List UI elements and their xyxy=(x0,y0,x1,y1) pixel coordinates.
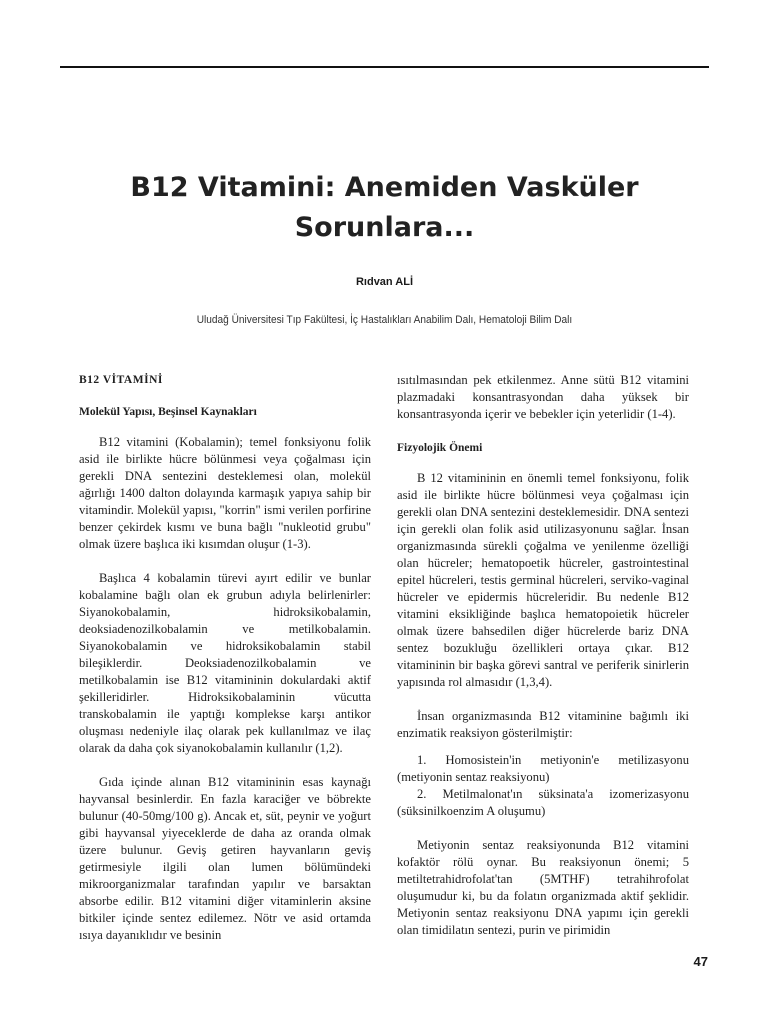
subsection-heading: Molekül Yapısı, Beşinsel Kaynakları xyxy=(79,406,257,418)
title-line-2: Sorunlara... xyxy=(294,212,475,243)
list-item: 2. Metilmalonat'ın süksinata'a izomerizasyonu (süksinilkoenzim A oluşumu) xyxy=(397,787,689,818)
top-rule xyxy=(60,66,709,68)
right-column xyxy=(397,372,689,939)
section-heading: B12 VİTAMİNİ xyxy=(79,374,163,386)
page-number: 47 xyxy=(693,954,708,969)
paragraph: B 12 vitamininin en önemli temel fonksiyonu, folik asid ile birlikte hücre bölünmesi veya çoğalması için gerekli olan DNA sentezini desteklemesidir. DNA sentezi için gerekli olan folik asid utilizasyonunu sağlar. İnsan organizmasında sürekli çoğalma ve yenilenme özelliği olan hücreler; hematopoetik hücreler, gastrointestinal epitel hücreleri, testis germinal hücreleri, serviko-vaginal hücreler ve epidermis hücreleridir. Bu nedenle B12 vitamini eksikliğinde başlıca hematopoietik hücreler olmak üzere bahsedilen diğer hücrelerde bariz DNA sentez bozukluğu özellikleri ortaya çıkar. B12 vitamininin bir başka görevi santral ve periferik sinirlerin yapısında rol almasıdır (1,3,4). xyxy=(397,471,689,689)
left-column xyxy=(79,372,371,944)
paragraph: ısıtılmasından pek etkilenmez. Anne sütü B12 vitamini plazmadaki konsantrasyondan daha yüksek bir konsantrasyonda içerir ve bebekler için yeterlidir (1-4). xyxy=(397,373,689,421)
article-title xyxy=(60,168,709,248)
author-name: Rıdvan ALİ xyxy=(355,276,414,288)
paragraph: B12 vitamini (Kobalamin); temel fonksiyonu folik asid ile birlikte hücre bölünmesi veya çoğalması için gerekli DNA sentezini desteklemesi olan, molekül ağırlığı 1400 dalton dolayında karmaşık yapıya sahip bir vitamindir. Molekül yapısı, "korrin" ismi verilen porfirine benzer çekirdek kısmı ve buna bağlı "nukleotid grubu" olmak üzere başlıca iki kısımdan oluşur (1-3). xyxy=(79,435,371,551)
title-line-1: B12 Vitamini: Anemiden Vasküler xyxy=(130,172,639,203)
paragraph: Gıda içinde alınan B12 vitamininin esas kaynağı hayvansal besinlerdir. En fazla karaciğer ve böbrekte bulunur (40-50mg/100 g). Ancak et, süt, peynir ve yoğurt gibi hayvansal yiyeceklerde de daha az oranda olmak üzere bulunur. Geviş getiren hayvanların geviş getirmesiyle ilgili olan lumen bölümündeki mikroorganizmalar tarafından yapılır ve barsaktan absorbe edilir. B12 vitamini diğer vitaminlerin aksine bitkiler içinde sentez edilemez. Nötr ve asid ortamda ısıya dayanıklıdır ve besinin xyxy=(79,775,371,942)
list-item: 1. Homosistein'in metiyonin'e metilizasyonu (metiyonin sentaz reaksiyonu) xyxy=(397,753,689,784)
paragraph: Metiyonin sentaz reaksiyonunda B12 vitamini kofaktör rölü oynar. Bu reaksiyonun önemi; 5 metiltetrahidrofolat'tan (5MTHF) tetrahihrofolat oluşumudur ki, bu da folatın organizmada aktif şeklidir. Metiyonin sentaz reaksiyonu DNA yapımı için gerekli olan timidilatın sentezi, purin ve pirimidin xyxy=(397,838,689,937)
subsection-heading: Fizyolojik Önemi xyxy=(397,442,483,454)
author-affiliation: Uludağ Üniversitesi Tıp Fakültesi, İç Hastalıkları Anabilim Dalı, Hematoloji Bilim Dalı xyxy=(196,314,573,326)
reaction-list xyxy=(397,752,689,820)
paragraph: İnsan organizmasında B12 vitaminine bağımlı iki enzimatik reaksiyon gösterilmiştir: xyxy=(397,709,689,740)
paragraph: Başlıca 4 kobalamin türevi ayırt edilir ve bunlar kobalamine bağlı olan ek grubun adıyla belirlenirler: Siyanokobalamin, hidroksikobalamin, deoksiadenozilkobalamin ve metilkobalamin. Siyanokobalamin ve hidroksikobalamin stabil bileşiklerdir. Deoksiadenozilkobalamin ve metilkobalamin ise B12 vitamininin dokulardaki aktif şekilleridirler. Hidroksikobalaminin vücutta transkobalamin ile yaptığı komplekse karşı antikor oluşması nedeniyle ilaç olarak pek kullanılmaz ve ilaç olarak da daha çok siyanokobalamin kullanılır (1,2). xyxy=(79,571,371,755)
